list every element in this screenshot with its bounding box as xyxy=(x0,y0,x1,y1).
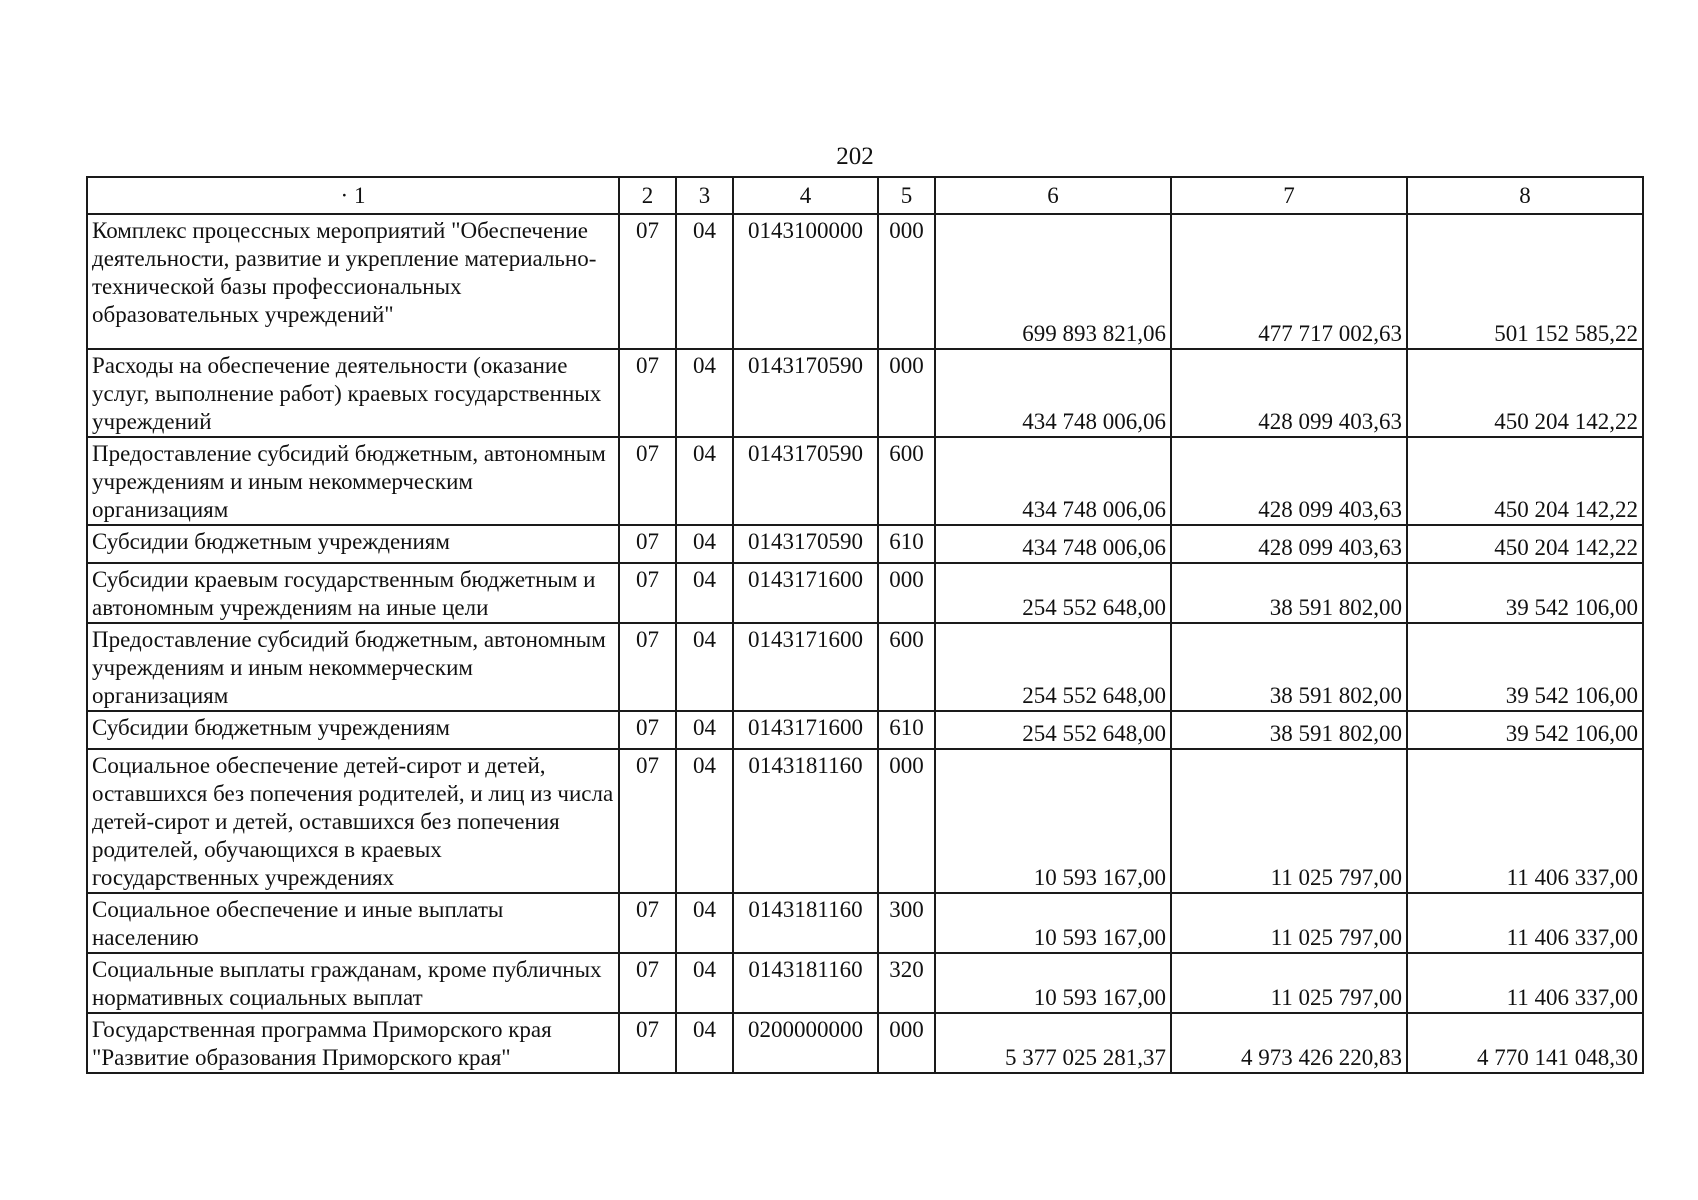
row-amount-col-7: 428 099 403,63 xyxy=(1171,525,1407,563)
table-row xyxy=(87,214,1643,349)
table-body xyxy=(87,214,1643,1073)
row-amount-col-6: 5 377 025 281,37 xyxy=(935,1013,1171,1073)
row-section-code: 07 xyxy=(619,563,676,623)
row-amount-col-8: 11 406 337,00 xyxy=(1407,893,1643,953)
row-target-article-code: 0143170590 xyxy=(733,437,878,525)
row-name: Предоставление субсидий бюджетным, автономным учреждениям и иным некоммерческим организациям xyxy=(87,437,619,525)
row-name: Субсидии бюджетным учреждениям xyxy=(87,711,619,749)
row-amount-col-7: 11 025 797,00 xyxy=(1171,749,1407,893)
row-subsection-code: 04 xyxy=(676,437,733,525)
table-row xyxy=(87,1013,1643,1073)
table-row xyxy=(87,563,1643,623)
row-amount-col-8: 11 406 337,00 xyxy=(1407,953,1643,1013)
row-name: Социальное обеспечение и иные выплаты населению xyxy=(87,893,619,953)
row-expense-type-code: 000 xyxy=(878,749,935,893)
row-amount-col-8: 501 152 585,22 xyxy=(1407,214,1643,349)
row-target-article-code: 0143100000 xyxy=(733,214,878,349)
row-subsection-code: 04 xyxy=(676,525,733,563)
row-target-article-code: 0200000000 xyxy=(733,1013,878,1073)
row-section-code: 07 xyxy=(619,711,676,749)
row-subsection-code: 04 xyxy=(676,749,733,893)
row-amount-col-8: 39 542 106,00 xyxy=(1407,563,1643,623)
table-row xyxy=(87,893,1643,953)
row-name: Комплекс процессных мероприятий "Обеспечение деятельности, развитие и укрепление материально-технической базы профессиональных образовательных учреждений" xyxy=(87,214,619,349)
header-col-5: 5 xyxy=(878,177,935,214)
table-header xyxy=(87,177,1643,214)
row-target-article-code: 0143181160 xyxy=(733,953,878,1013)
row-section-code: 07 xyxy=(619,953,676,1013)
row-expense-type-code: 320 xyxy=(878,953,935,1013)
row-amount-col-6: 434 748 006,06 xyxy=(935,349,1171,437)
table-row xyxy=(87,953,1643,1013)
table-row xyxy=(87,623,1643,711)
row-expense-type-code: 300 xyxy=(878,893,935,953)
row-amount-col-8: 39 542 106,00 xyxy=(1407,623,1643,711)
header-col-2: 2 xyxy=(619,177,676,214)
row-expense-type-code: 610 xyxy=(878,525,935,563)
table-row xyxy=(87,525,1643,563)
row-name: Субсидии бюджетным учреждениям xyxy=(87,525,619,563)
row-amount-col-7: 4 973 426 220,83 xyxy=(1171,1013,1407,1073)
row-subsection-code: 04 xyxy=(676,563,733,623)
header-col-3: 3 xyxy=(676,177,733,214)
row-name: Государственная программа Приморского края "Развитие образования Приморского края" xyxy=(87,1013,619,1073)
row-subsection-code: 04 xyxy=(676,953,733,1013)
row-amount-col-6: 10 593 167,00 xyxy=(935,893,1171,953)
row-section-code: 07 xyxy=(619,1013,676,1073)
row-expense-type-code: 000 xyxy=(878,349,935,437)
row-name: Субсидии краевым государственным бюджетным и автономным учреждениям на иные цели xyxy=(87,563,619,623)
row-section-code: 07 xyxy=(619,749,676,893)
row-amount-col-7: 38 591 802,00 xyxy=(1171,623,1407,711)
row-amount-col-6: 254 552 648,00 xyxy=(935,623,1171,711)
table-row xyxy=(87,349,1643,437)
row-amount-col-6: 10 593 167,00 xyxy=(935,953,1171,1013)
row-amount-col-6: 699 893 821,06 xyxy=(935,214,1171,349)
header-col-4: 4 xyxy=(733,177,878,214)
row-name: Социальное обеспечение детей-сирот и детей, оставшихся без попечения родителей, и лиц из числа детей-сирот и детей, оставшихся без попечения родителей, обучающихся в краевых государственных учреждениях xyxy=(87,749,619,893)
header-col-6: 6 xyxy=(935,177,1171,214)
row-expense-type-code: 600 xyxy=(878,623,935,711)
row-subsection-code: 04 xyxy=(676,1013,733,1073)
row-amount-col-6: 10 593 167,00 xyxy=(935,749,1171,893)
row-amount-col-6: 434 748 006,06 xyxy=(935,525,1171,563)
row-amount-col-8: 450 204 142,22 xyxy=(1407,437,1643,525)
page-number: 202 xyxy=(836,143,874,170)
row-target-article-code: 0143170590 xyxy=(733,525,878,563)
row-subsection-code: 04 xyxy=(676,711,733,749)
row-amount-col-8: 11 406 337,00 xyxy=(1407,749,1643,893)
row-amount-col-6: 434 748 006,06 xyxy=(935,437,1171,525)
row-subsection-code: 04 xyxy=(676,623,733,711)
row-amount-col-8: 4 770 141 048,30 xyxy=(1407,1013,1643,1073)
row-target-article-code: 0143181160 xyxy=(733,893,878,953)
row-amount-col-8: 39 542 106,00 xyxy=(1407,711,1643,749)
row-section-code: 07 xyxy=(619,623,676,711)
row-subsection-code: 04 xyxy=(676,349,733,437)
row-section-code: 07 xyxy=(619,349,676,437)
row-target-article-code: 0143171600 xyxy=(733,711,878,749)
row-amount-col-8: 450 204 142,22 xyxy=(1407,525,1643,563)
row-target-article-code: 0143170590 xyxy=(733,349,878,437)
row-target-article-code: 0143171600 xyxy=(733,563,878,623)
table-row xyxy=(87,749,1643,893)
row-expense-type-code: 000 xyxy=(878,1013,935,1073)
row-section-code: 07 xyxy=(619,437,676,525)
row-expense-type-code: 610 xyxy=(878,711,935,749)
row-amount-col-7: 11 025 797,00 xyxy=(1171,953,1407,1013)
row-expense-type-code: 000 xyxy=(878,214,935,349)
table-row xyxy=(87,437,1643,525)
row-target-article-code: 0143181160 xyxy=(733,749,878,893)
row-amount-col-7: 477 717 002,63 xyxy=(1171,214,1407,349)
row-name: Предоставление субсидий бюджетным, автономным учреждениям и иным некоммерческим организациям xyxy=(87,623,619,711)
row-expense-type-code: 000 xyxy=(878,563,935,623)
row-name: Расходы на обеспечение деятельности (оказание услуг, выполнение работ) краевых государственных учреждений xyxy=(87,349,619,437)
row-amount-col-7: 428 099 403,63 xyxy=(1171,437,1407,525)
header-row xyxy=(87,177,1643,214)
row-expense-type-code: 600 xyxy=(878,437,935,525)
row-amount-col-6: 254 552 648,00 xyxy=(935,563,1171,623)
row-amount-col-7: 38 591 802,00 xyxy=(1171,563,1407,623)
header-col-7: 7 xyxy=(1171,177,1407,214)
row-subsection-code: 04 xyxy=(676,214,733,349)
row-amount-col-7: 11 025 797,00 xyxy=(1171,893,1407,953)
budget-table xyxy=(86,176,1644,1074)
table-row xyxy=(87,711,1643,749)
row-subsection-code: 04 xyxy=(676,893,733,953)
row-name: Социальные выплаты гражданам, кроме публичных нормативных социальных выплат xyxy=(87,953,619,1013)
row-amount-col-8: 450 204 142,22 xyxy=(1407,349,1643,437)
row-amount-col-7: 428 099 403,63 xyxy=(1171,349,1407,437)
row-section-code: 07 xyxy=(619,893,676,953)
row-section-code: 07 xyxy=(619,214,676,349)
header-col-8: 8 xyxy=(1407,177,1643,214)
row-amount-col-6: 254 552 648,00 xyxy=(935,711,1171,749)
header-col-1: · 1 xyxy=(87,177,619,214)
row-section-code: 07 xyxy=(619,525,676,563)
row-target-article-code: 0143171600 xyxy=(733,623,878,711)
row-amount-col-7: 38 591 802,00 xyxy=(1171,711,1407,749)
